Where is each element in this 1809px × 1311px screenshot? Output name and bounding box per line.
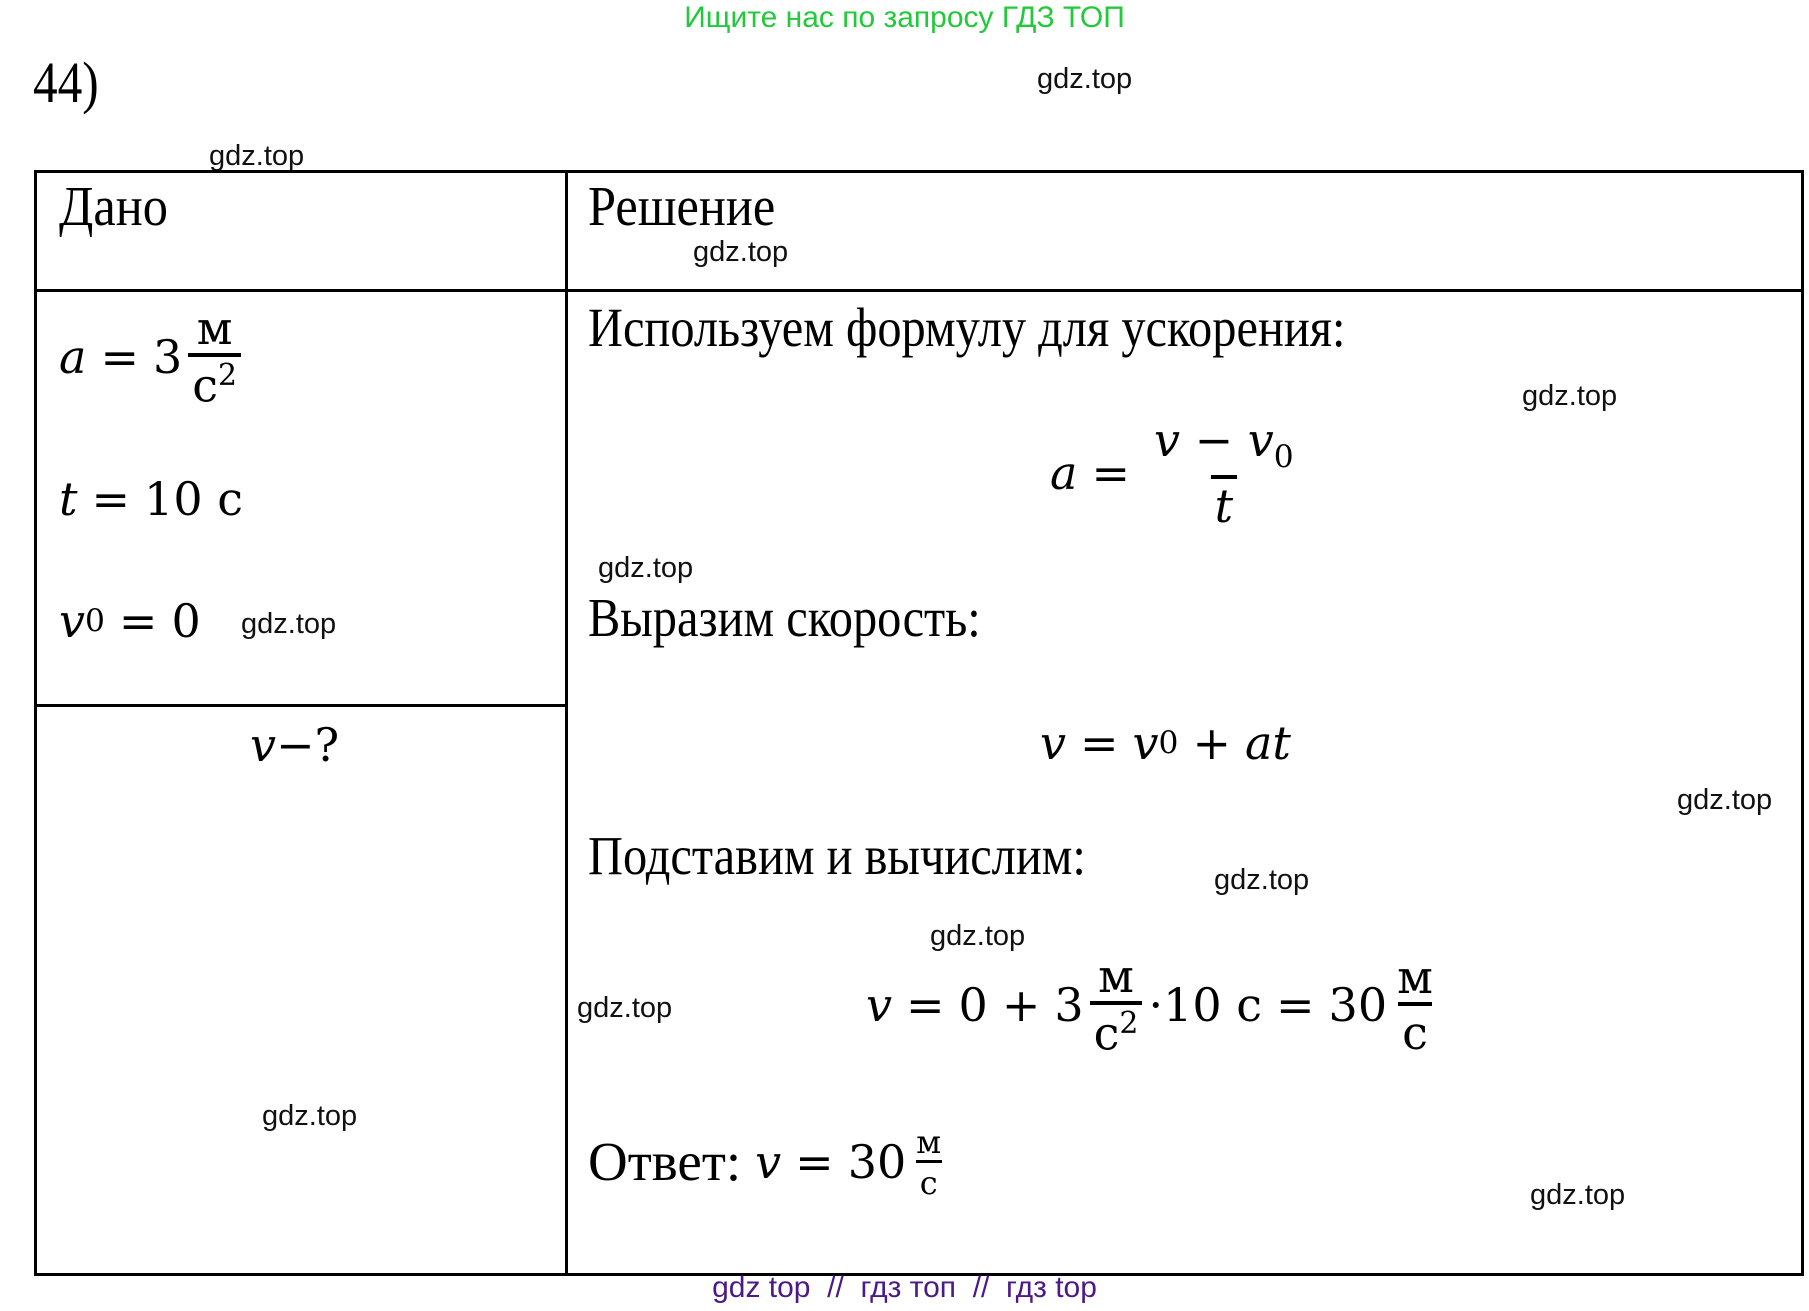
equals-sign: =	[118, 594, 158, 648]
step1-text: Используем формулу для ускорения:	[588, 297, 1346, 358]
numerator: $v - v_0$	[1153, 412, 1294, 475]
header-divider	[34, 289, 1804, 292]
find-velocity	[250, 718, 339, 772]
equals-sign: =	[100, 330, 139, 384]
lhs: v	[866, 978, 892, 1032]
fraction	[1150, 412, 1298, 534]
denominator: t	[1211, 475, 1238, 529]
lhs: a	[1050, 446, 1078, 500]
v0: v	[1132, 716, 1159, 770]
step2-text: Выразим скорость:	[588, 587, 981, 648]
value: 3	[152, 330, 183, 384]
promo-banner: Ищите нас по запросу ГДЗ ТОП	[684, 1, 1125, 34]
lhs: v	[1040, 716, 1066, 770]
var-v: v	[59, 594, 85, 648]
given-header: Дано	[59, 176, 168, 238]
unit-fraction: $\frac{м}{с}$	[916, 1122, 942, 1202]
plus-sign: +	[1192, 716, 1231, 770]
watermark: gdz.top	[1530, 1179, 1626, 1211]
watermark: gdz.top	[1522, 380, 1618, 412]
at-term: at	[1245, 716, 1291, 770]
step3-text: Подставим и вычислим:	[588, 825, 1086, 886]
unit-denominator: $с^2$	[188, 353, 241, 408]
watermark: gdz.top	[598, 552, 694, 584]
unit-fraction: $\frac{м}{с}$	[1397, 950, 1433, 1060]
var-v: v	[250, 718, 276, 772]
unit-numerator: м	[196, 301, 233, 356]
watermark: gdz.top	[1037, 63, 1133, 95]
watermark: gdz.top	[577, 992, 673, 1024]
find-marker: −?	[276, 718, 340, 772]
given-initial-velocity	[59, 594, 201, 648]
given-acceleration	[59, 298, 247, 416]
formula-acceleration	[1050, 398, 1304, 548]
watermark: gdz.top	[241, 608, 337, 640]
watermark: gdz.top	[1214, 864, 1310, 896]
equals-sign: =	[1091, 446, 1130, 500]
formula-velocity: v = v 0 + at	[1040, 716, 1291, 770]
footer-watermark: gdz top // гдз топ // гдз top	[712, 1271, 1097, 1304]
unit-fraction: $\frac{м}{с^2}$	[1090, 953, 1143, 1056]
value: 0	[171, 594, 201, 648]
equals-sign: =	[1080, 716, 1119, 770]
equals-sign: =	[91, 472, 131, 526]
watermark: gdz.top	[930, 920, 1026, 952]
watermark: gdz.top	[262, 1100, 358, 1132]
var-t: t	[59, 472, 78, 526]
answer: Ответ: v = 30 $\frac{м}{с}$	[588, 1112, 951, 1212]
watermark: gdz.top	[693, 236, 789, 268]
solution-header: Решение	[588, 176, 776, 238]
subscript: 0	[85, 603, 105, 639]
unit-fraction	[188, 301, 241, 413]
problem-number: 44)	[33, 50, 99, 115]
given-time	[59, 472, 243, 526]
var-a: a	[59, 330, 87, 384]
column-divider	[565, 170, 568, 1276]
answer-label: Ответ:	[588, 1131, 742, 1192]
watermark: gdz.top	[209, 140, 305, 172]
formula-calculation: v = 0 + 3 $\frac{м}{с^2}$ · 10 с = 30 $\frac{м}{с}$	[866, 940, 1443, 1070]
value: 10 с	[144, 472, 243, 526]
watermark: gdz.top	[1677, 784, 1773, 816]
given-find-divider	[34, 704, 566, 707]
